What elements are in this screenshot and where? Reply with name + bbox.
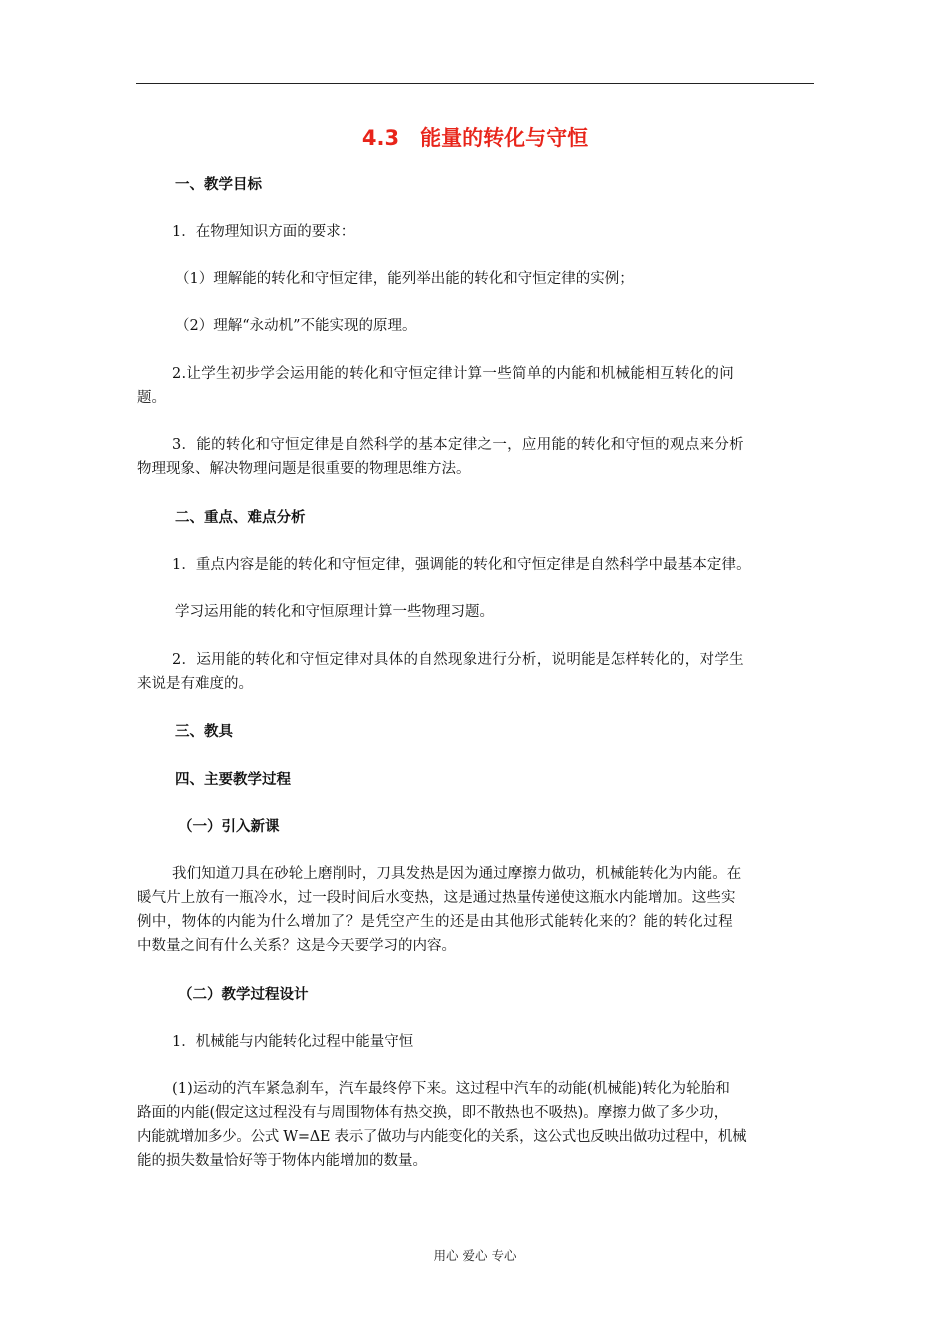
section-heading-teaching-aids: 三、教具 — [175, 724, 233, 740]
subsection-heading-process-design: （二）教学过程设计 — [178, 987, 309, 1003]
process-paragraph-line-2: 路面的内能(假定这过程没有与周围物体有热交换，即不散热也不吸热)。摩擦力做了多少功， — [137, 1105, 729, 1121]
introduction-line-3: 例中，物体的内能为什么增加了？是凭空产生的还是由其他形式能转化来的？能的转化过程 — [137, 914, 733, 930]
key-point-2-line-1: 2．运用能的转化和守恒定律对具体的自然现象进行分析，说明能是怎样转化的，对学生 — [172, 652, 744, 668]
introduction-line-2: 暖气片上放有一瓶冷水，过一段时间后水变热，这是通过热量传递使这瓶水内能增加。这些实 — [137, 890, 736, 906]
subsection-heading-introduction: （一）引入新课 — [178, 819, 280, 835]
process-paragraph-line-3: 内能就增加多少。公式 W=ΔE 表示了做功与内能变化的关系，这公式也反映出做功过程中，机械 — [137, 1129, 747, 1145]
process-paragraph-line-1: (1)运动的汽车紧急刹车，汽车最终停下来。这过程中汽车的动能(机械能)转化为轮胎和 — [172, 1081, 730, 1097]
introduction-line-1: 我们知道刀具在砂轮上磨削时，刀具发热是因为通过摩擦力做功，机械能转化为内能。在 — [172, 866, 742, 882]
key-point-2-line-2: 来说是有难度的。 — [137, 676, 253, 692]
objective-2-line-2: 题。 — [137, 390, 166, 406]
key-point-1-continued: 学习运用能的转化和守恒原理计算一些物理习题。 — [175, 604, 494, 620]
header-rule — [136, 83, 814, 84]
page-footer: 用心 爱心 专心 — [433, 1248, 517, 1263]
objective-1-sub-2: （2）理解“永动机”不能实现的原理。 — [175, 318, 417, 334]
objective-3-line-1: 3．能的转化和守恒定律是自然科学的基本定律之一，应用能的转化和守恒的观点来分析 — [172, 437, 744, 453]
section-heading-teaching-process: 四、主要教学过程 — [175, 772, 291, 788]
objective-2-line-1: 2.让学生初步学会运用能的转化和守恒定律计算一些简单的内能和机械能相互转化的问 — [172, 366, 735, 382]
introduction-line-4: 中数量之间有什么关系？这是今天要学习的内容。 — [137, 938, 456, 954]
section-heading-key-points: 二、重点、难点分析 — [175, 510, 306, 526]
page-title: 4.3 能量的转化与守恒 — [361, 126, 589, 150]
objective-3-line-2: 物理现象、解决物理问题是很重要的物理思维方法。 — [137, 461, 471, 477]
process-item-1: 1．机械能与内能转化过程中能量守恒 — [172, 1034, 414, 1050]
objective-1: 1．在物理知识方面的要求： — [172, 224, 356, 240]
key-point-1: 1．重点内容是能的转化和守恒定律，强调能的转化和守恒定律是自然科学中最基本定律。 — [172, 557, 751, 573]
section-heading-objectives: 一、教学目标 — [175, 177, 262, 193]
process-paragraph-line-4: 能的损失数量恰好等于物体内能增加的数量。 — [137, 1153, 427, 1169]
objective-1-sub-1: （1）理解能的转化和守恒定律，能列举出能的转化和守恒定律的实例； — [175, 271, 634, 287]
